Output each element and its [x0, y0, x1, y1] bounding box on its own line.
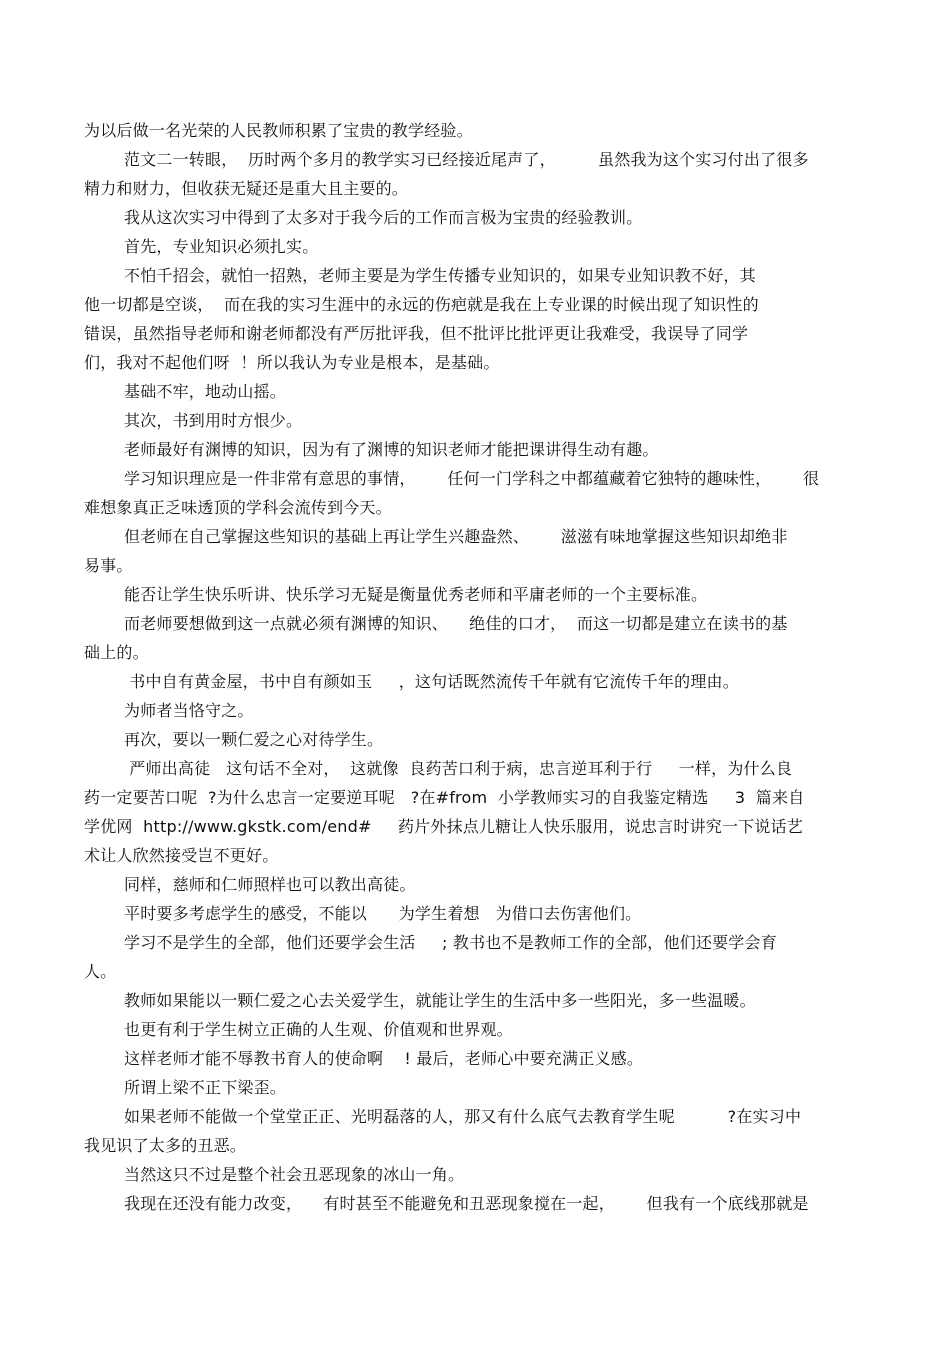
text-line: 难想象真正乏味透顶的学科会流传到今天。 [84, 498, 392, 517]
text-line: 基础不牢，地动山摇。 [124, 382, 287, 401]
text-line: 错误，虽然指导老师和谢老师都没有严厉批评我，但不批评比批评更让我难受，我误导了同学 [84, 324, 749, 343]
text-line: 易事。 [84, 556, 133, 575]
text-line: 人。 [84, 962, 117, 981]
text-line: 为师者当恪守之。 [124, 701, 254, 720]
text-line: 我现在还没有能力改变， 有时甚至不能避免和丑恶现象搅在一起， 但我有一个底线那就是 [124, 1194, 809, 1213]
text-line: 学习不是学生的全部，他们还要学会生活 ; 教书也不是教师工作的全部，他们还要学会育 [124, 933, 777, 952]
text-line: 也更有利于学生树立正确的人生观、价值观和世界观。 [124, 1020, 513, 1039]
text-line: 而老师要想做到这一点就必须有渊博的知识、 绝佳的口才， 而这一切都是建立在读书的基 [124, 614, 788, 633]
text-line: 术让人欣然接受岂不更好。 [84, 846, 279, 865]
text-line: 们，我对不起他们呀 ！所以我认为专业是根本，是基础。 [84, 353, 500, 372]
text-line: 其次，书到用时方恨少。 [124, 411, 303, 430]
text-line: 他一切都是空谈， 而在我的实习生涯中的永远的伤疤就是我在上专业课的时候出现了知识性的 [84, 295, 759, 314]
text-line: 但老师在自己掌握这些知识的基础上再让学生兴趣盎然、 滋滋有味地掌握这些知识却绝非 [124, 527, 788, 546]
text-line: 药一定要苦口呢 ?为什么忠言一定要逆耳呢 ?在#from 小学教师实习的自我鉴定精选 3 篇来自 [84, 788, 805, 807]
text-line: 能否让学生快乐听讲、快乐学习无疑是衡量优秀老师和平庸老师的一个主要标准。 [124, 585, 708, 604]
text-line: 我见识了太多的丑恶。 [84, 1136, 247, 1155]
text-line: 同样，慈师和仁师照样也可以教出高徒。 [124, 875, 416, 894]
text-line: 础上的。 [84, 643, 149, 662]
text-line: 学优网 http://www.gkstk.com/end# 药片外抹点儿糖让人快乐服用，说忠言时讲究一下说话艺 [84, 817, 803, 836]
text-line: 不怕千招会，就怕一招熟，老师主要是为学生传播专业知识的，如果专业知识教不好，其 [124, 266, 756, 285]
text-line: 书中自有黄金屋，书中自有颜如玉 ，这句话既然流传千年就有它流传千年的理由。 [124, 672, 739, 691]
document-body [84, 116, 864, 1218]
text-line: 教师如果能以一颗仁爱之心去关爱学生，就能让学生的生活中多一些阳光，多一些温暖。 [124, 991, 756, 1010]
text-line: 所谓上梁不正下梁歪。 [124, 1078, 287, 1097]
text-line: 首先，专业知识必须扎实。 [124, 237, 319, 256]
text-line: 范文二一转眼， 历时两个多月的教学实习已经接近尾声了， 虽然我为这个实习付出了很多 [124, 150, 809, 169]
text-line: 再次，要以一颗仁爱之心对待学生。 [124, 730, 384, 749]
text-line: 学习知识理应是一件非常有意思的事情， 任何一门学科之中都蕴藏着它独特的趣味性， 很 [124, 469, 820, 488]
text-line: 为以后做一名光荣的人民教师积累了宝贵的教学经验。 [84, 121, 473, 140]
text-line: 当然这只不过是整个社会丑恶现象的冰山一角。 [124, 1165, 465, 1184]
text-line: 老师最好有渊博的知识，因为有了渊博的知识老师才能把课讲得生动有趣。 [124, 440, 659, 459]
text-line: 如果老师不能做一个堂堂正正、光明磊落的人，那又有什么底气去教育学生呢 ?在实习中 [124, 1107, 802, 1126]
text-line: 平时要多考虑学生的感受，不能以 为学生着想 为借口去伤害他们。 [124, 904, 642, 923]
text-line: 严师出高徒 这句话不全对， 这就像 良药苦口利于病，忠言逆耳利于行 一样，为什么良 [124, 759, 793, 778]
text-line: 我从这次实习中得到了太多对于我今后的工作而言极为宝贵的经验教训。 [124, 208, 643, 227]
text-line: 精力和财力，但收获无疑还是重大且主要的。 [84, 179, 409, 198]
text-line: 这样老师才能不辱教书育人的使命啊 ! 最后，老师心中要充满正义感。 [124, 1049, 644, 1068]
